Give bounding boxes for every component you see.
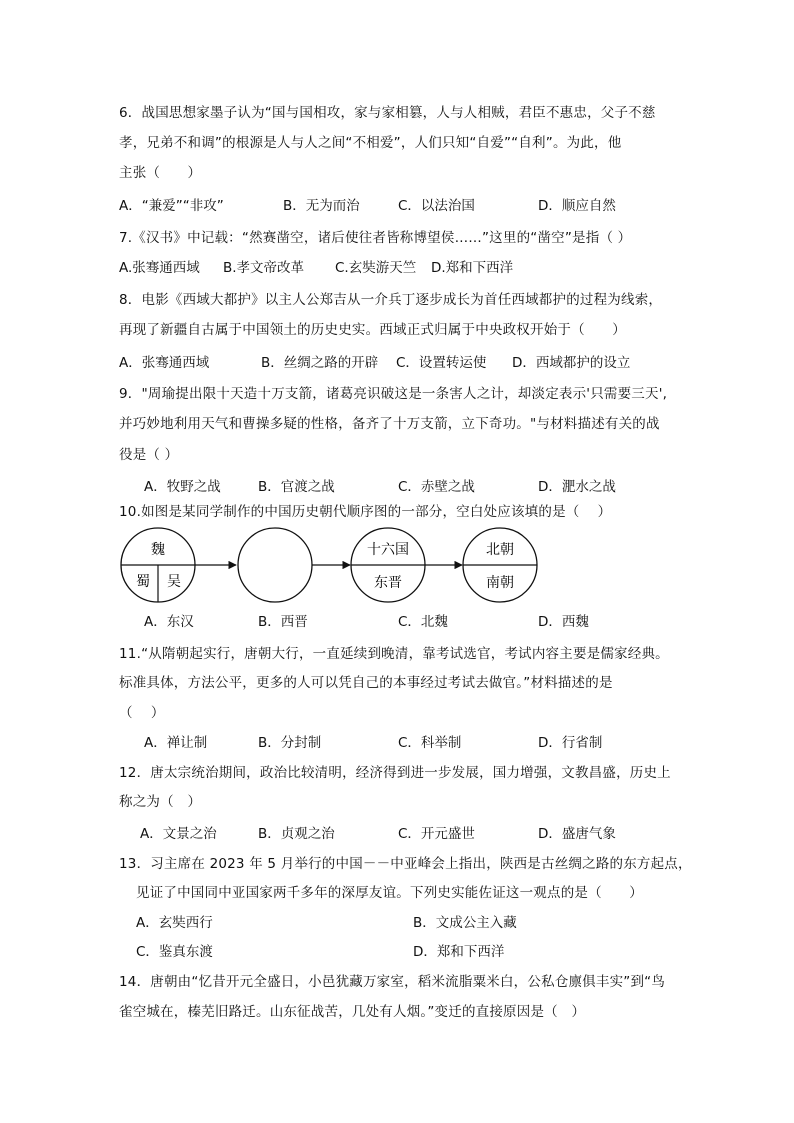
- q11-line-2: 标准具体，方法公平，更多的人可以凭自己的本事经过考试去做官。”材料描述的是: [119, 675, 613, 691]
- q6-line-3: 主张（ ）: [119, 165, 202, 181]
- q9-option-c[interactable]: C．赤壁之战: [398, 479, 475, 495]
- q6-option-b[interactable]: B．无为而治: [283, 198, 360, 214]
- q9-option-b[interactable]: B．官渡之战: [258, 479, 335, 495]
- q8-line-1: 8．电影《西域大都护》以主人公郑吉从一介兵丁逐步成长为首任西域都护的过程为线索，: [119, 292, 663, 308]
- q7-line-1: 7.《汉书》中记载：“然赛凿空，诸后使往者皆称博望侯……”这里的“凿空”是指（ ）: [119, 230, 632, 246]
- q11-option-c[interactable]: C．科举制: [398, 735, 462, 751]
- dynasty-circle-3: [351, 528, 425, 602]
- q8-line-2: 再现了新疆自古属于中国领土的历史史实。西域正式归属于中央政权开始于（ ）: [119, 322, 626, 338]
- q12-option-c[interactable]: C．开元盛世: [398, 826, 475, 842]
- q8-option-c[interactable]: C．设置转运使: [396, 355, 487, 371]
- q8-option-a[interactable]: A．张骞通西域: [119, 355, 210, 371]
- q10-option-a[interactable]: A．东汉: [144, 614, 194, 630]
- q14-line-2: 雀空城在，榛芜旧路迁。山东征战苦，几处有人烟。”变迁的直接原因是（ ）: [119, 1004, 586, 1020]
- q6-option-a[interactable]: A．“兼爱”“非攻”: [119, 198, 224, 214]
- q9-line-3: 役是（ ）: [119, 447, 179, 463]
- q11-option-d[interactable]: D．行省制: [538, 735, 603, 751]
- q10-option-b[interactable]: B．西晋: [258, 614, 308, 630]
- q12-option-d[interactable]: D．盛唐气象: [538, 826, 616, 842]
- q9-option-a[interactable]: A．牧野之战: [144, 479, 221, 495]
- q8-option-d[interactable]: D．西域都护的设立: [512, 355, 631, 371]
- q7-option-b[interactable]: B.孝文帝改革: [223, 260, 305, 276]
- q9-line-2: 并巧妙地利用天气和曹操多疑的性格，备齐了十万支箭，立下奇功。"与材料描述有关的战: [119, 416, 660, 432]
- q6-option-c[interactable]: C．以法治国: [398, 198, 475, 214]
- q6-line-1: 6．战国思想家墨子认为“国与国相攻，家与家相篡，人与人相贼，君臣不惠忠，父子不慈: [119, 105, 656, 121]
- dynasty-circle-4: [463, 528, 537, 602]
- q14-line-1: 14．唐朝由“忆昔开元全盛日，小邑犹藏万家室，稻米流脂粟米白，公私仓廪俱丰实”到“鸟: [119, 974, 666, 990]
- q13-option-c[interactable]: C．鉴真东渡: [136, 944, 213, 960]
- dynasty-sequence-diagram: [118, 526, 548, 604]
- q12-line-1: 12．唐太宗统治期间，政治比较清明，经济得到进一步发展，国力增强，文教昌盛，历史上: [119, 765, 671, 781]
- q7-option-d[interactable]: D.郑和下西洋: [431, 260, 514, 276]
- circle1-left-label: 蜀: [136, 574, 150, 590]
- q10-option-c[interactable]: C．北魏: [398, 614, 448, 630]
- q6-option-d[interactable]: D．顺应自然: [538, 198, 616, 214]
- q13-option-b[interactable]: B．文成公主入藏: [413, 915, 517, 931]
- circle3-top-label: 十六国: [367, 542, 409, 558]
- q11-option-a[interactable]: A．禅让制: [144, 735, 208, 751]
- q12-option-b[interactable]: B．贞观之治: [258, 826, 335, 842]
- circle3-bottom-label: 东晋: [374, 575, 402, 591]
- q9-line-1: 9．"周瑜提出限十天造十万支箭，诸葛亮识破这是一条害人之计，却淡定表示'只需要三天',: [119, 386, 668, 402]
- q11-option-b[interactable]: B．分封制: [258, 735, 322, 751]
- circle4-top-label: 北朝: [486, 542, 514, 558]
- circle1-right-label: 吴: [167, 574, 181, 590]
- q13-line-2: 见证了中国同中亚国家两千多年的深厚友谊。下列史实能佐证这一观点的是（ ）: [136, 885, 643, 901]
- q10-option-d[interactable]: D．西魏: [538, 614, 589, 630]
- q13-option-a[interactable]: A．玄奘西行: [136, 915, 213, 931]
- q10-line-1: 10.如图是某同学制作的中国历史朝代顺序图的一部分，空白处应该填的是（ ）: [119, 504, 612, 520]
- circle4-bottom-label: 南朝: [486, 575, 514, 591]
- q7-option-c[interactable]: C.玄奘游天竺: [335, 260, 417, 276]
- dynasty-circle-2-blank: [238, 528, 312, 602]
- q8-option-b[interactable]: B．丝绸之路的开辟: [261, 355, 379, 371]
- q11-line-1: 11.“从隋朝起实行，唐朝大行，一直延续到晚清，靠考试选官，考试内容主要是儒家经典。: [119, 646, 669, 662]
- q6-line-2: 孝，兄弟不和调”的根源是人与人之间“不相爱”，人们只知“自爱”“自利”。为此，他: [119, 135, 622, 151]
- q7-option-a[interactable]: A.张骞通西域: [119, 260, 200, 276]
- q12-line-2: 称之为（ ）: [119, 794, 202, 810]
- q13-line-1: 13．习主席在 2023 年 5 月举行的中国－－中亚峰会上指出，陕西是古丝绸之路的东方起点，: [119, 856, 692, 872]
- circle1-top-label: 魏: [151, 542, 165, 558]
- q9-option-d[interactable]: D．淝水之战: [538, 479, 616, 495]
- q11-line-3: （ ）: [119, 705, 165, 721]
- q13-option-d[interactable]: D．郑和下西洋: [413, 944, 505, 960]
- dynasty-circle-1: [121, 528, 195, 602]
- q12-option-a[interactable]: A．文景之治: [140, 826, 217, 842]
